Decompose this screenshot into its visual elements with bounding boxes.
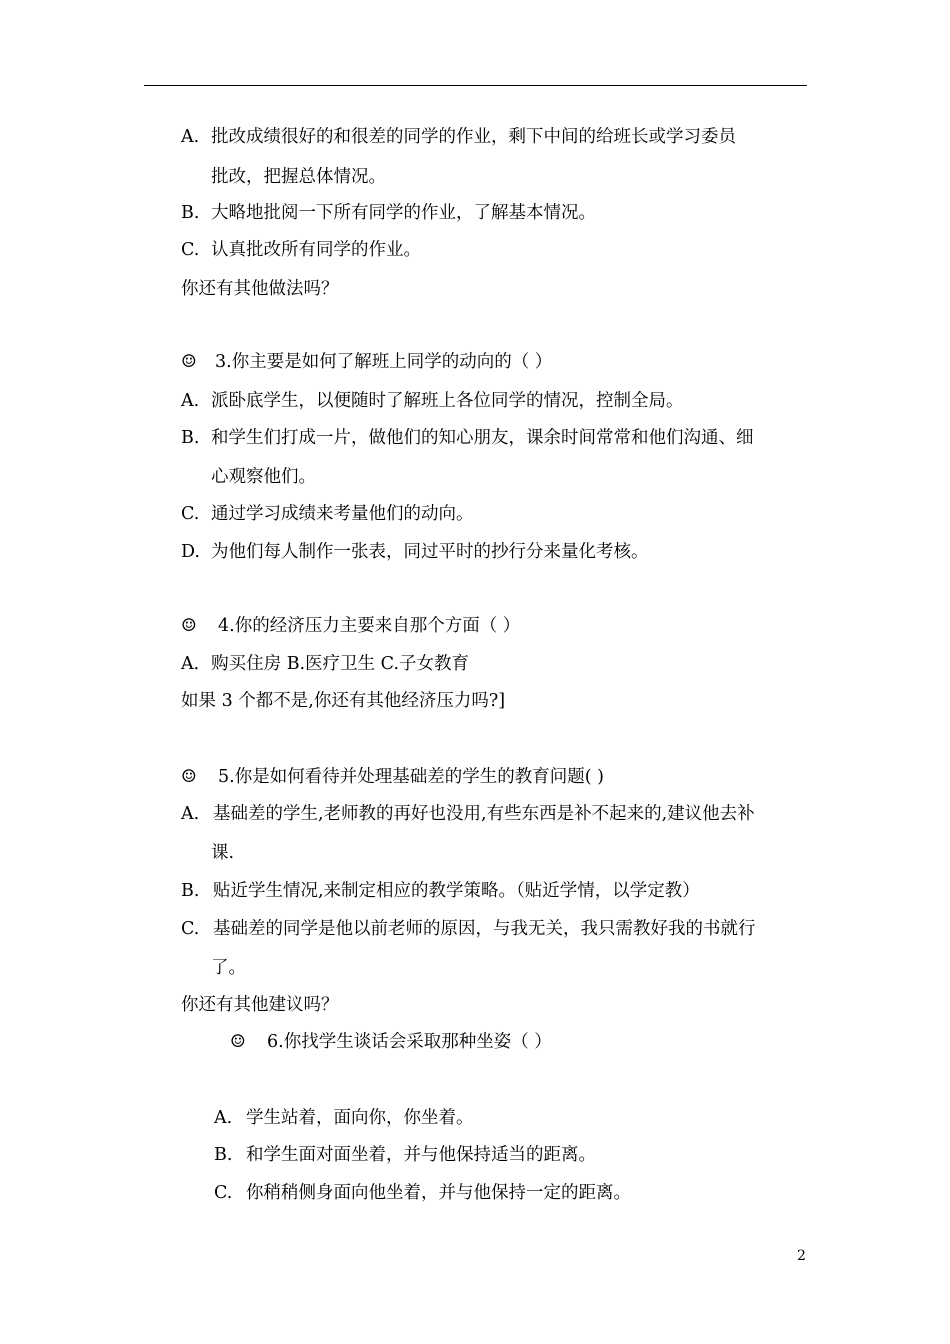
smiley-icon: ☺ [230, 1032, 246, 1052]
option-letter: C. [181, 504, 200, 524]
option-text: 基础差的同学是他以前老师的原因，与我无关，我只需教好我的书就行 [213, 919, 756, 939]
option-text: 贴近学生情况,来制定相应的教学策略。（贴近学情，以学定教） [213, 881, 700, 901]
question-text: 5.你是如何看待并处理基础差的学生的教育问题( ) [218, 767, 604, 787]
option-text: 通过学习成绩来考量他们的动向。 [211, 504, 474, 524]
q5-option-a [181, 802, 755, 826]
q4-question [181, 614, 520, 638]
option-letter: A. [181, 391, 200, 411]
q3-option-b-cont: 心观察他们。 [211, 467, 316, 487]
q5-followup: 你还有其他建议吗？ [181, 995, 339, 1015]
option-text: 你稍稍侧身面向他坐着，并与他保持一定的距离。 [246, 1183, 631, 1203]
q2-followup: 你还有其他做法吗？ [181, 279, 339, 299]
q3-option-a [181, 389, 684, 413]
option-letter: B. [181, 428, 200, 448]
smiley-icon: ☺ [181, 352, 197, 372]
option-letter: B. [181, 203, 200, 223]
q6-option-a [214, 1106, 474, 1130]
q4-followup: 如果 3 个都不是,你还有其他经济压力吗?] [181, 691, 506, 711]
option-text: 基础差的学生,老师教的再好也没用,有些东西是补不起来的,建议他去补 [213, 804, 755, 824]
option-letter: A. [214, 1108, 233, 1128]
q3-option-c [181, 502, 474, 526]
question-text: 6.你找学生谈话会采取那种坐姿（ ） [267, 1032, 552, 1052]
option-letter: A. [181, 804, 200, 824]
q6-option-b [214, 1143, 596, 1167]
option-letter: A. [181, 127, 200, 147]
option-letter: C. [214, 1183, 233, 1203]
option-letter: D. [181, 542, 200, 562]
q4-options: A．购买住房 B.医疗卫生 C.子女教育 [181, 654, 470, 674]
option-text: 批改成绩很好的和很差的同学的作业，剩下中间的给班长或学习委员 [211, 127, 736, 147]
option-letter: C. [181, 919, 200, 939]
q2-option-b [181, 201, 596, 225]
header-rule [144, 85, 807, 86]
page-number: 2 [797, 1248, 806, 1264]
option-text: 派卧底学生，以便随时了解班上各位同学的情况，控制全局。 [211, 391, 684, 411]
option-text: 和学生们打成一片，做他们的知心朋友，课余时间常常和他们沟通、细 [211, 428, 754, 448]
option-letter: B. [214, 1145, 233, 1165]
option-text: 大略地批阅一下所有同学的作业，了解基本情况。 [211, 203, 596, 223]
q6-question [230, 1030, 552, 1054]
option-letter: B. [181, 881, 200, 901]
q2-option-a-cont: 批改，把握总体情况。 [211, 167, 386, 187]
q5-option-c [181, 917, 756, 941]
smiley-icon: ☺ [181, 767, 197, 787]
option-text: 学生站着，面向你，你坐着。 [246, 1108, 474, 1128]
q2-option-a [181, 125, 736, 149]
option-text: 为他们每人制作一张表，同过平时的抄行分来量化考核。 [211, 542, 649, 562]
q5-option-b [181, 879, 700, 903]
q5-option-a-cont: 课. [211, 843, 235, 863]
option-text: 和学生面对面坐着，并与他保持适当的距离。 [246, 1145, 596, 1165]
q3-question [181, 350, 552, 374]
q2-option-c [181, 238, 421, 262]
q5-option-c-cont: 了。 [211, 958, 246, 978]
question-text: 3.你主要是如何了解班上同学的动向的（ ） [215, 352, 553, 372]
question-text: 4.你的经济压力主要来自那个方面（ ） [218, 616, 521, 636]
q3-option-b [181, 426, 754, 450]
smiley-icon: ☺ [181, 616, 197, 636]
q5-question [181, 765, 604, 789]
q3-option-d [181, 540, 649, 564]
option-letter: C. [181, 240, 200, 260]
option-text: 认真批改所有同学的作业。 [211, 240, 421, 260]
q6-option-c [214, 1181, 631, 1205]
